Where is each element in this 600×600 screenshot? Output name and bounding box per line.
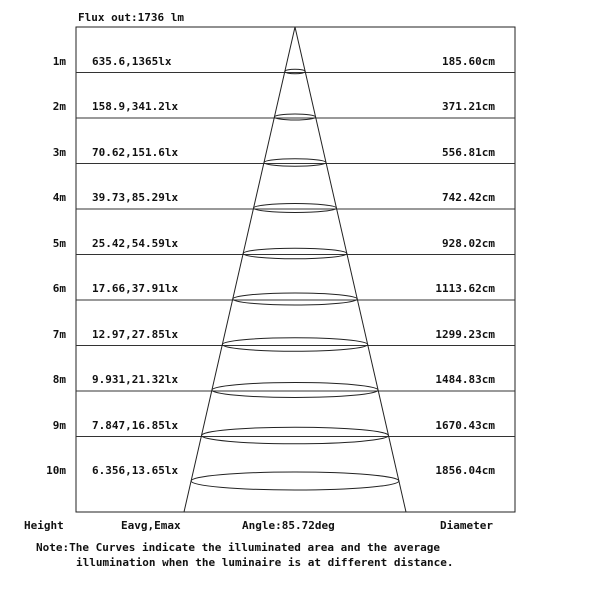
note-line-2: illumination when the luminaire is at different distance. bbox=[76, 556, 454, 569]
row-illuminance: 635.6,1365lx bbox=[92, 54, 172, 68]
illuminated-area-ellipse bbox=[243, 248, 347, 259]
diameter-column-label: Diameter bbox=[440, 519, 493, 532]
row-diameter: 1113.62cm bbox=[435, 282, 495, 296]
row-height: 1m bbox=[52, 54, 66, 68]
row-illuminance: 25.42,54.59lx bbox=[92, 236, 179, 250]
illuminated-area-ellipse bbox=[264, 159, 326, 167]
illuminated-area-ellipse bbox=[202, 427, 389, 444]
light-cone bbox=[184, 27, 406, 512]
row-illuminance: 39.73,85.29lx bbox=[92, 191, 179, 205]
row-illuminance: 17.66,37.91lx bbox=[92, 282, 179, 296]
row-diameter: 185.60cm bbox=[442, 54, 495, 68]
row-illuminance: 158.9,341.2lx bbox=[92, 100, 179, 114]
row-illuminance: 6.356,13.65lx bbox=[92, 464, 179, 478]
eavg-column-label: Eavg,Emax bbox=[121, 519, 181, 532]
illuminated-area-ellipse bbox=[212, 383, 378, 398]
row-height: 4m bbox=[52, 191, 66, 205]
row-height: 6m bbox=[52, 282, 66, 296]
row-height: 3m bbox=[52, 145, 66, 159]
flux-output: Flux out:1736 lm bbox=[78, 11, 184, 24]
row-diameter: 928.02cm bbox=[442, 236, 495, 250]
row-diameter: 1670.43cm bbox=[435, 418, 495, 432]
row-height: 7m bbox=[52, 327, 66, 341]
row-diameter: 1299.23cm bbox=[435, 327, 495, 341]
row-illuminance: 70.62,151.6lx bbox=[92, 145, 179, 159]
row-diameter: 742.42cm bbox=[442, 191, 495, 205]
row-height: 9m bbox=[52, 418, 66, 432]
row-illuminance: 9.931,21.32lx bbox=[92, 373, 179, 387]
row-diameter: 1484.83cm bbox=[435, 373, 495, 387]
row-illuminance: 7.847,16.85lx bbox=[92, 418, 179, 432]
row-illuminance: 12.97,27.85lx bbox=[92, 327, 179, 341]
row-diameter: 1856.04cm bbox=[435, 464, 495, 478]
illuminated-area-ellipse bbox=[274, 114, 315, 120]
beam-angle-label: Angle:85.72deg bbox=[242, 519, 335, 532]
note-line-1: Note:The Curves indicate the illuminated area and the average bbox=[36, 541, 440, 554]
row-height: 5m bbox=[52, 236, 66, 250]
height-column-label: Height bbox=[24, 519, 64, 532]
row-diameter: 556.81cm bbox=[442, 145, 495, 159]
cone-edge bbox=[295, 27, 406, 512]
illuminated-area-ellipse bbox=[254, 204, 337, 213]
row-height: 2m bbox=[52, 100, 66, 114]
row-height: 10m bbox=[46, 464, 66, 478]
illuminated-area-ellipse bbox=[222, 338, 367, 352]
illuminated-area-ellipse bbox=[233, 293, 358, 305]
cone-edge bbox=[184, 27, 295, 512]
illuminated-area-ellipse bbox=[191, 472, 399, 490]
row-diameter: 371.21cm bbox=[442, 100, 495, 114]
illuminated-area-ellipse bbox=[285, 69, 305, 74]
row-height: 8m bbox=[52, 373, 66, 387]
